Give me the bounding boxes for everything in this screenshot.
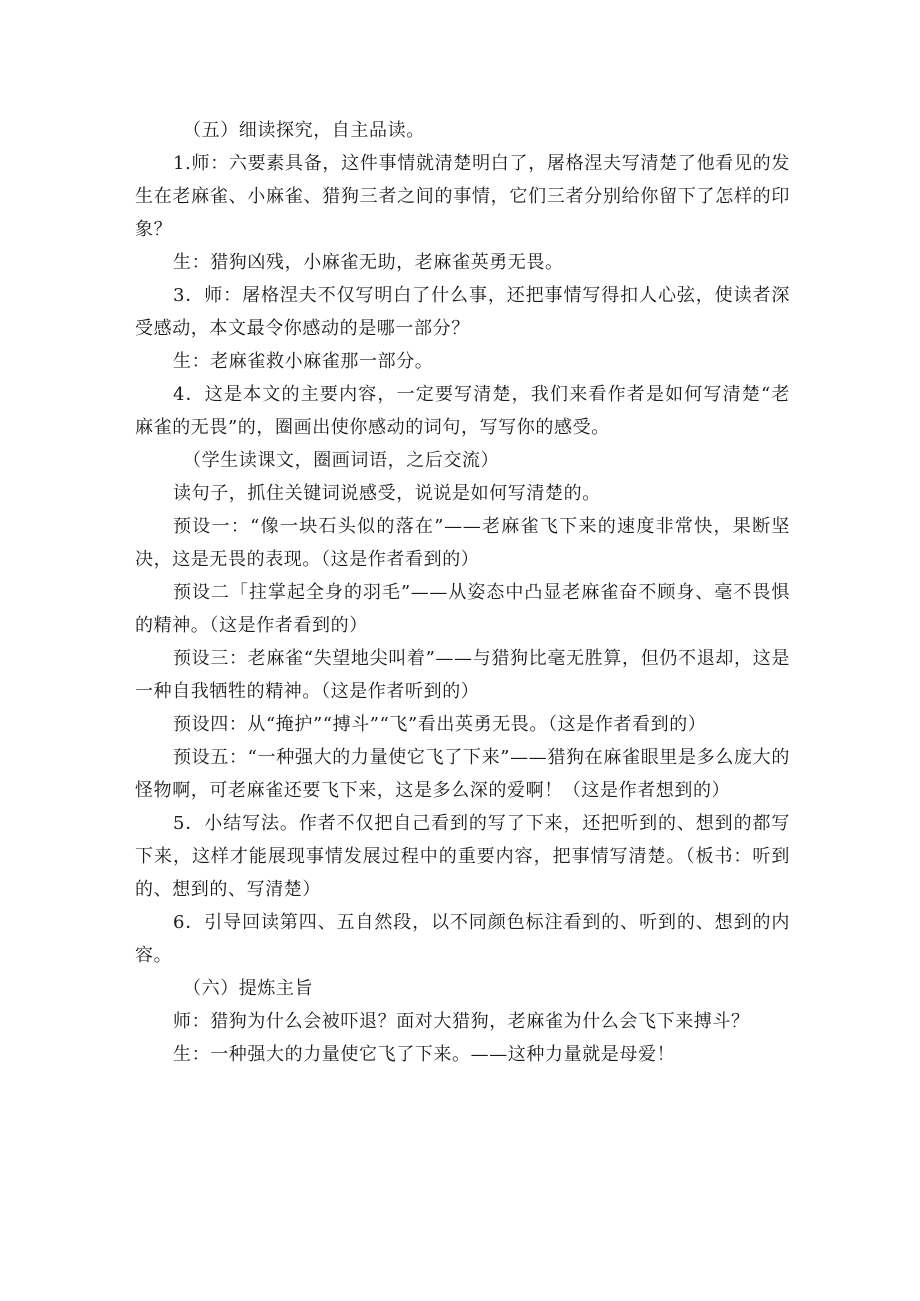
paragraph: 预设五：“一种强大的力量使它飞了下来”——猎狗在麻雀眼里是多么庞大的怪物啊，可老麻雀还要飞下来，这是多么深的爱啊！（这是作者想到的） — [135, 747, 790, 801]
paragraph: 预设二「拄掌起全身的羽毛”——从姿态中凸显老麻雀奋不顾身、毫不畏惧的精神。（这是作者看到的） — [135, 582, 790, 636]
paragraph: 生：猎狗凶残，小麻雀无助，老麻雀英勇无畏。 — [173, 252, 564, 273]
paragraph: 生：一种强大的力量使它飞了下来。——这种力量就是母爱！ — [173, 1044, 676, 1065]
paragraph: 师：猎狗为什么会被吓退？面对大猎狗，老麻雀为什么会飞下来搏斗？ — [173, 1011, 750, 1032]
paragraph: 预设三：老麻雀“失望地尖叫着”——与猎狗比毫无胜算，但仍不退却，这是一种自我牺牲的精神。（这是作者听到的） — [135, 648, 790, 702]
paragraph: 5．小结写法。作者不仅把自己看到的写了下来，还把听到的、想到的都写下来，这样才能展现事情发展过程中的重要内容，把事情写清楚。（板书：听到的、想到的、写清楚） — [135, 813, 790, 900]
paragraph: 预设一：“像一块石头似的落在”——老麻雀飞下来的速度非常快，果断坚决，这是无畏的表现。（这是作者看到的） — [135, 516, 790, 570]
paragraph: 读句子，抓住关键词说感受，说说是如何写清楚的。 — [173, 483, 601, 504]
paragraph: 3．师：屠格涅夫不仅写明白了什么事，还把事情写得扣人心弦，使读者深受感动，本文最令你感动的是哪一部分？ — [135, 285, 790, 339]
paragraph: 生：老麻雀救小麻雀那一部分。 — [173, 351, 434, 372]
classroom-note: （学生读课文，圈画词语，之后交流） — [183, 450, 500, 471]
paragraph: 1.师：六要素具备，这件事情就清楚明白了，屠格涅夫写清楚了他看见的发生在老麻雀、小麻雀、猎狗三者之间的事情，它们三者分别给你留下了怎样的印象？ — [135, 153, 790, 240]
paragraph: 预设四：从“掩护”“搏斗”“飞”看出英勇无畏。（这是作者看到的） — [173, 714, 707, 735]
section-heading: （六）提炼主旨 — [183, 978, 314, 999]
document-body — [135, 114, 790, 1071]
paragraph: 6．引导回读第四、五自然段，以不同颜色标注看到的、听到的、想到的内容。 — [135, 912, 790, 966]
section-heading: （五）细读探究，自主品读。 — [183, 120, 425, 141]
paragraph: 4．这是本文的主要内容，一定要写清楚，我们来看作者是如何写清楚“老麻雀的无畏”的，圈画出使你感动的词句，写写你的感受。 — [135, 384, 790, 438]
